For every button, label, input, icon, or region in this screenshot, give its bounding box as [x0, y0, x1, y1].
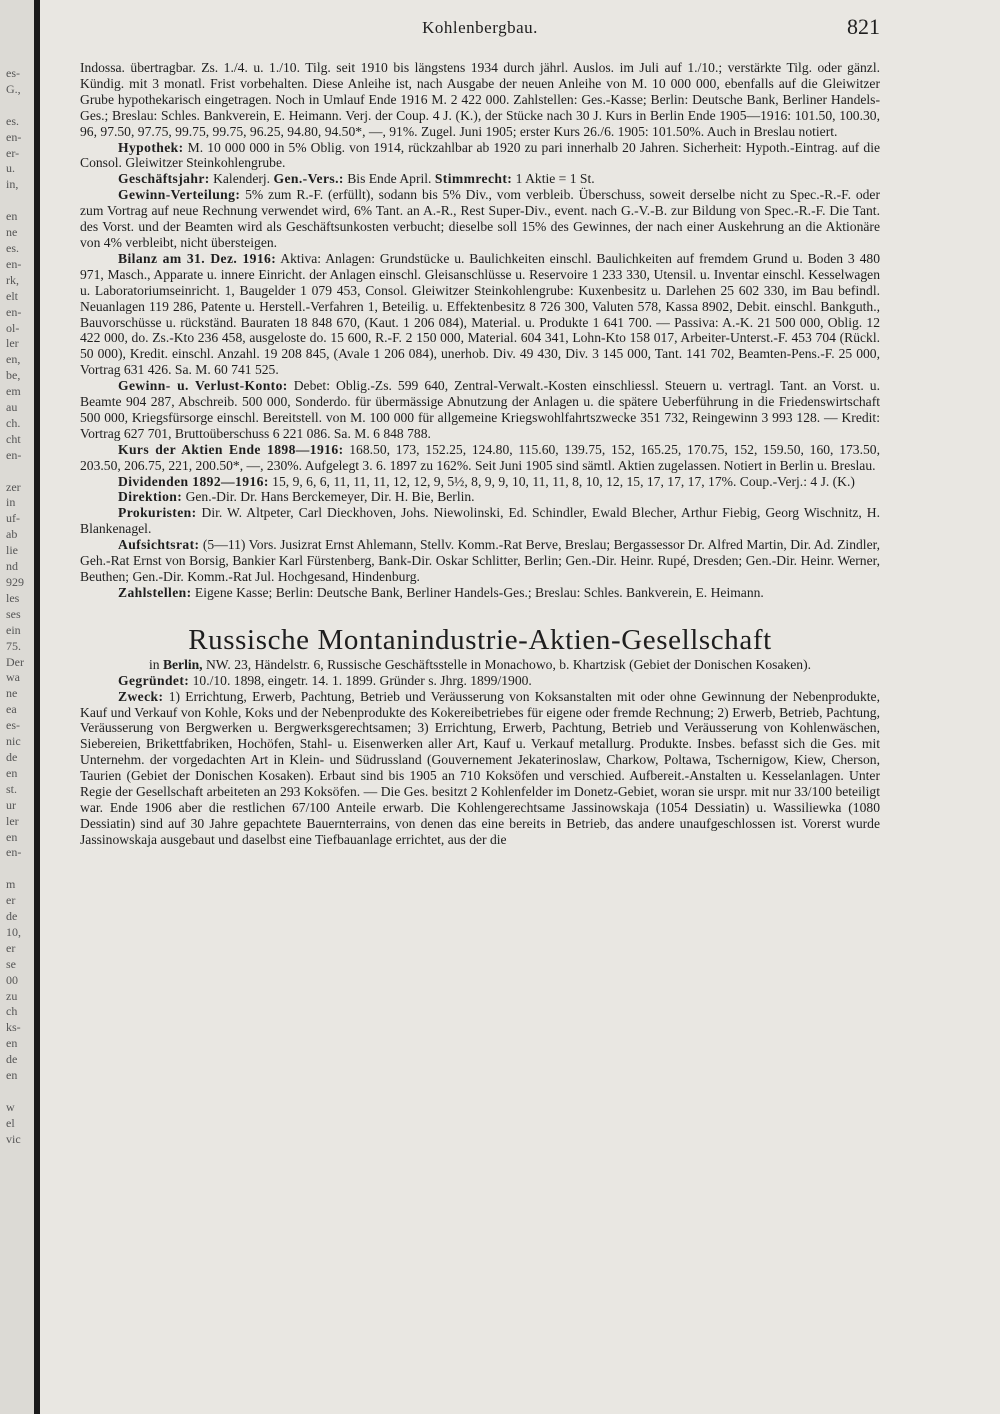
- margin-fragments: [6, 66, 30, 1148]
- page-gutter: [0, 0, 40, 1414]
- location-text: NW. 23, Händelstr. 6, Russische Geschäftsstelle in Monachowo, b. Khartzisk (Gebiet der Donischen Kosaken).: [202, 656, 812, 672]
- margin-fragment: es-: [6, 718, 20, 733]
- margin-fragment: in,: [6, 177, 19, 192]
- margin-fragment: cht: [6, 431, 21, 446]
- margin-fragment: 10,: [6, 924, 21, 939]
- entry-gewinn-verteilung: [80, 187, 880, 251]
- entry-zweck: [80, 689, 880, 848]
- margin-fragment: en-: [6, 845, 22, 860]
- margin-fragment: st.: [6, 781, 18, 796]
- margin-fragment: ch.: [6, 415, 21, 430]
- entry-zahlstellen: [80, 585, 880, 601]
- entry-label: Zweck:: [118, 688, 164, 704]
- margin-fragment: in: [6, 495, 16, 510]
- margin-fragment: vic: [6, 1131, 21, 1146]
- company-city: Berlin,: [162, 656, 203, 672]
- margin-fragment: 00: [6, 972, 18, 987]
- margin-fragment: de: [6, 909, 18, 924]
- margin-fragment: er-: [6, 145, 20, 160]
- entry-label: Hypothek:: [118, 139, 184, 155]
- margin-fragment: ne: [6, 686, 18, 701]
- margin-fragment: ks-: [6, 1020, 21, 1035]
- margin-fragment: u.: [6, 161, 15, 176]
- company-title: Russische Montanindustrie-Aktien-Gesellschaft: [188, 623, 772, 656]
- entry-label: Zahlstellen:: [118, 584, 192, 600]
- margin-fragment: ur: [6, 797, 16, 812]
- entry-text: Debet: Oblig.-Zs. 599 640, Zentral-Verwalt.-Kosten einschliessl. Steuern u. vertragl. Tant. an Vorst. u. Beamte 904 287, Abschreib. 500 000, Sonderdo. für übermässige Abnutzung der Anlagen u. die spätere Ueberführung in die Friedenswirtschaft 500 000, Kriegsfürsorge einschl. Bereitstell. von M. 100 000 für allgemeine Kriegswohlfahrtszwecke 351 732, Reingewinn 3 993 128. — Kredit: Vortrag 627 701, Bruttoüberschuss 6 221 086. Sa. M. 6 848 788.: [80, 378, 880, 441]
- entry-text: Bis Ende April.: [343, 171, 435, 187]
- entry-text: Kalenderj.: [209, 171, 274, 187]
- entry-text: 1) Errichtung, Erwerb, Pachtung, Betrieb und Veräusserung von Koksanstalten mit oder ohne Gewinnung der Nebenprodukte, Kauf und Verkauf von Kohle, Koks und der Nebenprodukte des Kokereibetriebes für eigene oder fremde Rechnung; 2) Erwerb, Betrieb, Pachtung, Veräusserung von Bergwerken u. Bergwerksgerechtsamen; 3) Errichtung, Erwerb, Pachtung, Betrieb und Veräusserung von Kohlenwäschen, Siebereien, Brikettfabriken, Hochöfen, Stahl- u. Eisenwerken aller Art, Kauf u. Verkauf metallurg. Produkte. Insbes. befasst sich die Ges. mit Unternehm. der vorgedachten Art in Klein- und Südrussland (Gouvernement Jekaterinoslaw, Charkow, Poltawa, Tschernigow, Kiew, Cherson, Taurien (Gebiet der Donischen Kosaken). Erbaut sind bis 1905 an 710 Koksöfen und verschied. Aufbereit.-Anstalten u. Kesselanlagen. Unter Regie der Gesellschaft arbeiteten an 293 Koksöfen. — Die Ges. besitzt 2 Kohlenfelder im Donetz-Gebiet, woran sie urspr. mit nur 33/100 beteiligt war. Ende 1906 aber die restlichen 67/100 Anteile erwarb. Die Kohlengerechtsame Jassinowskaja (1054 Dessiatin) u. Wassiliewka (1080 Dessiatin) sind auf 30 Jahre gepachtete Bauernterrains, von denen das eine bereits in Betrieb, das andere unaufgeschlossen ist. Vorerst wurde Jassinowskaja ausgebaut und daselbst eine Tiefbauanlage errichtet, aus der die: [80, 688, 880, 847]
- margin-fragment: ch: [6, 1004, 18, 1019]
- entry-label: Prokuristen:: [118, 505, 197, 521]
- margin-fragment: w: [6, 1099, 15, 1114]
- margin-fragment: [6, 1084, 30, 1100]
- entry-text: Aktiva: Anlagen: Grundstücke u. Baulichkeiten einschl. Baulichkeiten auf fremdem Grund u. Boden 3 480 971, Masch., Apparate u. innere Einricht. der Anlagen einschl. Gleisanschlüsse u. Reservoire 1 233 330, Utensil. u. Inventar einschl. Kesselwagen u. Laboratoriumseinricht. 1, Baugelder 1 079 453, Consol. Gleiwitzer Steinkohlengrube: Kuxenbesitz u. Darlehen 25 602 330, im Bau befindl. Neuanlagen 119 286, Patente u. Herstell.-Verfahren 1, Beteilig. u. Effektenbesitz 8 726 300, Valuten 578, Kassa 8902, Debit. einschl. Bankguth., Bauvorschüsse u. rückständ. Bauraten 18 848 670, (Kaut. 1 206 084), Material. u. Produkte 1 641 700. — Passiva: A.-K. 21 500 000, Oblig. 12 422 000, do. Zs.-Kto 236 458, ausgeloste do. 15 600, R.-F. 2 150 000, Material. 604 341, Lohn-Kto 158 017, Arbeiter-Unterst.-F. 453 704 (Rückl. 50 000), Kredit. einschl. Anzahl. 19 208 845, (Avale 1 206 084), unerhob. Div. 49 430, Div. 3 145 000, Tant. 141 702, Beamten-Pens.-F. 25 000, Vortrag 631 426. Sa. M. 60 741 525.: [80, 250, 880, 378]
- margin-fragment: en,: [6, 352, 21, 367]
- entry-label: Geschäftsjahr:: [118, 171, 210, 187]
- margin-fragment: ein: [6, 622, 21, 637]
- margin-fragment: ab: [6, 527, 18, 542]
- entry-label: Direktion:: [118, 489, 183, 505]
- entry-gegruendet: [80, 673, 880, 689]
- margin-fragment: en-: [6, 304, 22, 319]
- margin-fragment: 75.: [6, 638, 21, 653]
- entry-gewinn-verlust: [80, 378, 880, 442]
- margin-fragment: de: [6, 749, 18, 764]
- margin-fragment: se: [6, 956, 16, 971]
- entry-geschaeftsjahr: [80, 171, 880, 187]
- company-location: [80, 657, 880, 673]
- entry-text: 10./10. 1898, eingetr. 14. 1. 1899. Gründer s. Jhrg. 1899/1900.: [189, 672, 532, 688]
- entry-dividenden: [80, 474, 880, 490]
- running-title: Kohlenbergbau.: [422, 18, 538, 37]
- page-header: [80, 14, 880, 48]
- entry-label: Kurs der Aktien Ende 1898—1916:: [118, 441, 344, 457]
- margin-fragment: ler: [6, 813, 19, 828]
- entry-label: Aufsichtsrat:: [118, 537, 200, 553]
- margin-fragment: en: [6, 765, 18, 780]
- margin-fragment: es.: [6, 113, 19, 128]
- margin-fragment: rk,: [6, 272, 19, 287]
- entry-aufsichtsrat: [80, 537, 880, 585]
- entry-text: 15, 9, 6, 6, 11, 11, 11, 12, 12, 9, 5½, 8, 9, 9, 10, 11, 11, 8, 10, 12, 15, 17, 17, 17, 17%. Coup.-Verj.: 4 J. (K.): [268, 473, 855, 489]
- margin-fragment: [6, 861, 30, 877]
- margin-fragment: nd: [6, 559, 18, 574]
- entry-label: Bilanz am 31. Dez. 1916:: [118, 250, 277, 266]
- margin-fragment: be,: [6, 368, 21, 383]
- continuation-text: Indossa. übertragbar. Zs. 1./4. u. 1./10. Tilg. seit 1910 bis längstens 1934 durch jährl. Auslos. im Juli auf 1./10.; verstärkte Tilg. oder gänzl. Kündig. mit 3 monatl. Frist vorbehalten. Diese Anleihe ist, nach Ausgabe der neuen Anleihe von M. 10 000 000, ebenfalls auf die Gleiwitzer Grube hypothekarisch eingetragen. Noch in Umlauf Ende 1916 M. 2 422 000. Zahlstellen: Ges.-Kasse; Berlin: Deutsche Bank, Berliner Handels-Ges.; Breslau: Schles. Bankverein, E. Heimann. Verj. der Coup. 4 J. (K.), der Stücke nach 30 J. Kurs in Berlin Ende 1905—1916: 101.50, 100.30, 96, 97.50, 97.75, 99.75, 99.75, 96.25, 94.80, 94.50*, —, 91%. Zugel. Juni 1905; erster Kurs 26./6. 1905: 101.50%. Auch in Breslau notiert.: [80, 60, 880, 139]
- location-prefix: in: [148, 656, 163, 672]
- entry-bilanz: [80, 251, 880, 378]
- margin-fragment: lie: [6, 543, 18, 558]
- entry-kurs-aktien: [80, 442, 880, 474]
- margin-fragment: ne: [6, 225, 18, 240]
- margin-fragment: les: [6, 590, 20, 605]
- margin-fragment: en: [6, 1068, 18, 1083]
- margin-fragment: el: [6, 1115, 15, 1130]
- entry-text: 168.50, 173, 152.25, 124.80, 115.60, 139.75, 152, 165.25, 170.75, 152, 159.50, 160, 173.50, 203.50, 206.75, 221, 200.50*, —, 230%. Aufgelegt 3. 6. 1897 zu 162%. Seit Juni 1905 sind sämtl. Aktien zugelassen. Notiert in Berlin u. Breslau.: [80, 441, 880, 473]
- margin-fragment: zer: [6, 479, 21, 494]
- margin-fragment: [6, 464, 30, 480]
- margin-fragment: [6, 98, 30, 114]
- entry-text: 5% zum R.-F. (erfüllt), sodann bis 5% Div., vom verbleib. Überschuss, soweit derselbe nicht zu Spec.-R.-F. oder zum Vortrag auf neue Rechnung verwendet wird, 6% Tant. an A.-R., Rest Super-Div., event. nach G.-V.-B. zur Bildung von Spec.-R.-F. Die Tant. des Vorst. und der Beamten wird als Geschäftsunkosten verbucht; dieselbe soll 15% des Gewinnes, der nach einer Auskehrung an die Aktionäre von 4% verbleibt, nicht übersteigen.: [80, 187, 880, 250]
- margin-fragment: elt: [6, 288, 18, 303]
- margin-fragment: au: [6, 400, 18, 415]
- margin-fragment: wa: [6, 670, 20, 685]
- entry-text: Dir. W. Altpeter, Carl Dieckhoven, Johs. Niewolinski, Ed. Schindler, Ewald Blecher, Arthur Fiebig, Georg Wischnitz, H. Blankenagel.: [80, 505, 880, 537]
- margin-fragment: er: [6, 940, 16, 955]
- entry-direktion: [80, 489, 880, 505]
- page-content: [80, 60, 880, 848]
- entry-text: (5—11) Vors. Jusizrat Ernst Ahlemann, Stellv. Komm.-Rat Berve, Breslau; Bergassessor Dr. Alfred Martin, Dir. Ad. Zindler, Geh.-Rat Ernst von Borsig, Bankier Karl Fürstenberg, Bank-Dir. Oskar Schlitter, Berlin; Gen.-Dir. Heinr. Rupé, Dresden; Gen.-Dir. Heinr. Werner, Beuthen; Gen.-Dir. Komm.-Rat Jul. Hochgesand, Hindenburg.: [80, 537, 880, 584]
- margin-fragment: ol-: [6, 320, 20, 335]
- margin-fragment: es-: [6, 66, 20, 80]
- margin-fragment: nic: [6, 734, 21, 749]
- margin-fragment: de: [6, 1052, 18, 1067]
- margin-fragment: en: [6, 1036, 18, 1051]
- entry-label: Stimmrecht:: [434, 171, 513, 187]
- margin-fragment: em: [6, 384, 21, 399]
- entry-text: Gen.-Dir. Dr. Hans Berckemeyer, Dir. H. Bie, Berlin.: [182, 489, 475, 505]
- entry-text: M. 10 000 000 in 5% Oblig. von 1914, rückzahlbar ab 1920 zu pari innerhalb 20 Jahren. Sicherheit: Hypoth.-Eintrag. auf die Consol. Gleiwitzer Steinkohlengrube.: [80, 139, 880, 171]
- margin-fragment: zu: [6, 988, 18, 1003]
- margin-fragment: en-: [6, 447, 22, 462]
- entry-hypothek: [80, 140, 880, 172]
- margin-fragment: Der: [6, 654, 24, 669]
- margin-fragment: en: [6, 829, 18, 844]
- margin-fragment: ses: [6, 606, 21, 621]
- margin-fragment: en-: [6, 129, 22, 144]
- margin-fragment: [6, 193, 30, 209]
- margin-fragment: es.: [6, 240, 19, 255]
- entry-text: Eigene Kasse; Berlin: Deutsche Bank, Berliner Handels-Ges.; Breslau: Schles. Bankverein, E. Heimann.: [191, 584, 764, 600]
- margin-fragment: er: [6, 893, 16, 908]
- entry-label: Gen.-Vers.:: [273, 171, 344, 187]
- margin-fragment: 929: [6, 575, 24, 589]
- margin-fragment: ler: [6, 336, 19, 351]
- margin-fragment: G.,: [6, 81, 21, 96]
- section-spacer: [80, 601, 880, 623]
- entry-prokuristen: [80, 505, 880, 537]
- page-number: 821: [847, 14, 880, 39]
- entry-label: Gegründet:: [118, 672, 190, 688]
- margin-fragment: en-: [6, 256, 22, 271]
- entry-label: Gewinn-Verteilung:: [118, 187, 241, 203]
- margin-fragment: uf-: [6, 511, 20, 526]
- entry-label: Gewinn- u. Verlust-Konto:: [118, 378, 288, 394]
- margin-fragment: en: [6, 209, 18, 224]
- margin-fragment: ea: [6, 702, 17, 717]
- margin-fragment: m: [6, 877, 16, 892]
- entry-text: 1 Aktie = 1 St.: [512, 171, 595, 187]
- entry-label: Dividenden 1892—1916:: [118, 473, 269, 489]
